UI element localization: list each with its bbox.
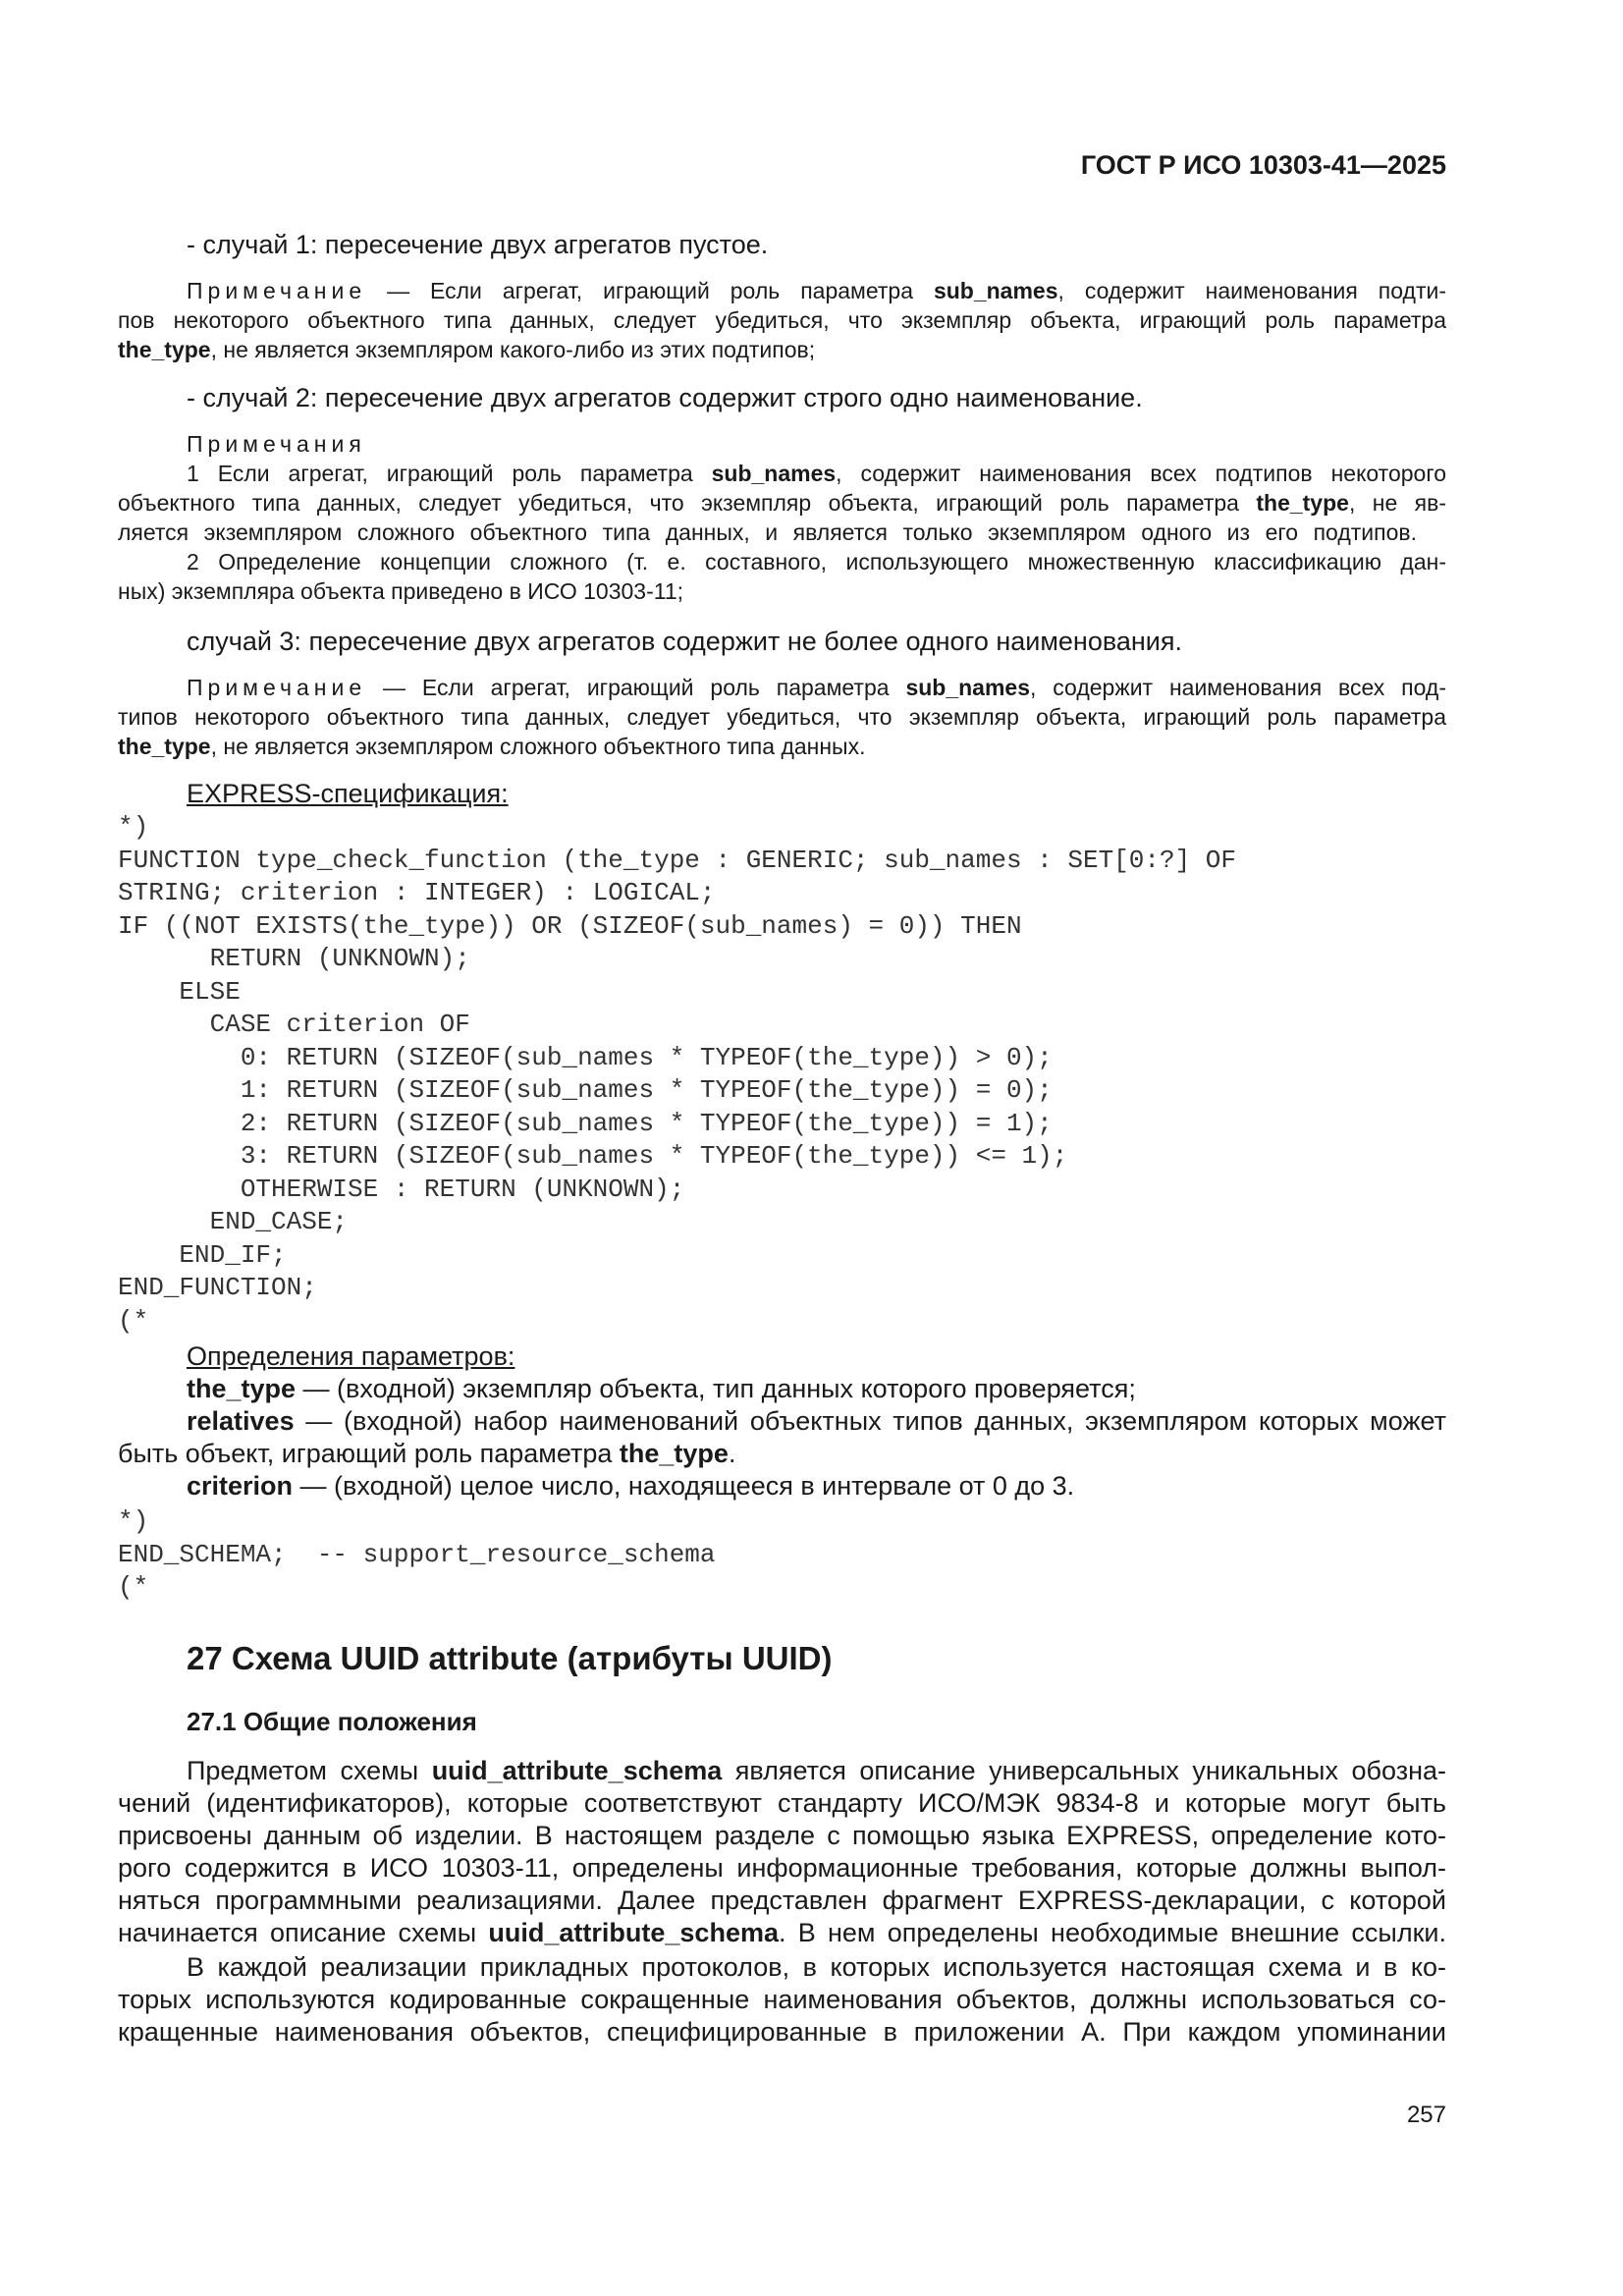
para-1-line-6: начинается описание схемы uuid_attribute_schema. В нем определены необходимые внешние ссылки. xyxy=(118,1918,1446,1947)
code-line: END_SCHEMA; -- support_resource_schema xyxy=(118,1539,716,1569)
code-line: STRING; criterion : INTEGER) : LOGICAL; xyxy=(118,878,716,907)
para-1-line-2: чений (идентификаторов), которые соответствуют стандарту ИСО/МЭК 9834-8 и которые могут быть xyxy=(118,1788,1446,1818)
express-spec-heading: EXPRESS-спецификация: xyxy=(187,779,509,808)
note-3-line-3: the_type, не является экземпляром сложного объектного типа данных. xyxy=(118,734,866,759)
notes-2-line-2: объектного типа данных, следует убедиться, что экземпляр объекта, играющий роль параметра the_type, не яв- xyxy=(118,490,1446,516)
notes-2-line-5: ных) экземпляра объекта приведено в ИСО 10303-11; xyxy=(118,578,684,604)
code-line: 2: RETURN (SIZEOF(sub_names * TYPEOF(the_type)) = 1); xyxy=(118,1108,1053,1138)
code-line: RETURN (UNKNOWN); xyxy=(118,944,470,973)
para-2-line-1: В каждой реализации прикладных протоколов, в которых используется настоящая схема и в ко- xyxy=(187,1952,1446,1982)
para-2-line-3: кращенные наименования объектов, специфицированные в приложении А. При каждом упоминании xyxy=(118,2017,1446,2047)
para-2-line-2: торых используются кодированные сокращенные наименования объектов, должны использоваться со- xyxy=(118,1985,1446,2014)
code-line: 0: RETURN (SIZEOF(sub_names * TYPEOF(the_type)) > 0); xyxy=(118,1042,1053,1072)
code-line: IF ((NOT EXISTS(the_type)) OR (SIZEOF(sub_names) = 0)) THEN xyxy=(118,910,1022,941)
notes-2-line-3: ляется экземпляром сложного объектного типа данных, и является только экземпляром одного из его подтипов. xyxy=(118,519,1417,545)
section-title: 27 Схема UUID attribute (атрибуты UUID) xyxy=(187,1640,833,1676)
page-number: 257 xyxy=(1406,2102,1446,2128)
para-1-line-3: присвоены данным об изделии. В настоящем разделе с помощью языка EXPRESS, определение кото- xyxy=(118,1821,1446,1850)
case-3-text: случай 3: пересечение двух агрегатов содержит не более одного наименования. xyxy=(187,627,1183,656)
code-line: END_IF; xyxy=(118,1239,287,1270)
param-the-type: the_type — (входной) экземпляр объекта, тип данных которого проверяется; xyxy=(187,1374,1136,1403)
param-relatives: relatives — (входной) набор наименований объектных типов данных, экземпляром которых может xyxy=(187,1406,1446,1436)
code-line: CASE criterion OF xyxy=(118,1010,470,1039)
note-label: Примечание xyxy=(187,675,367,700)
param-criterion: criterion — (входной) целое число, находящееся в интервале от 0 до 3. xyxy=(187,1471,1075,1501)
code-line: END_CASE; xyxy=(118,1207,349,1236)
case-1-text: - случай 1: пересечение двух агрегатов пустое. xyxy=(187,230,769,259)
code-line: END_FUNCTION; xyxy=(118,1273,317,1302)
code-line: 1: RETURN (SIZEOF(sub_names * TYPEOF(the_type)) = 0); xyxy=(118,1075,1053,1105)
code-line: (* xyxy=(118,1572,149,1602)
param-relatives-cont: быть объект, играющий роль параметра the_type. xyxy=(118,1439,736,1468)
code-line: (* xyxy=(118,1305,149,1336)
code-line: FUNCTION type_check_function (the_type : GENERIC; sub_names : SET[0:?] OF xyxy=(118,845,1236,875)
code-line: *) xyxy=(118,812,149,842)
code-line: *) xyxy=(118,1506,149,1536)
note-3-line-2: типов некоторого объектного типа данных, следует убедиться, что экземпляр объекта, играющий роль параметра xyxy=(118,704,1446,730)
document-header xyxy=(1081,150,1446,181)
notes-2-line-4: 2 Определение концепции сложного (т. е. составного, использующего множественную классификацию дан- xyxy=(187,549,1446,574)
note-1-line-3: the_type, не является экземпляром какого-либо из этих подтипов; xyxy=(118,337,816,362)
express-code-block xyxy=(118,811,1236,1338)
params-heading: Определения параметров: xyxy=(187,1341,515,1371)
code-line: ELSE xyxy=(118,976,241,1007)
para-1-line-5: няться программными реализациями. Далее представлен фрагмент EXPRESS-декларации, с которой xyxy=(118,1886,1446,1915)
notes-2-line-1: 1 Если агрегат, играющий роль параметра sub_names, содержит наименования всех подтипов некоторого xyxy=(187,461,1447,486)
subsection-title: 27.1 Общие положения xyxy=(187,1707,477,1736)
express-code-end-schema xyxy=(118,1505,716,1605)
para-1-line-4: рого содержится в ИСО 10303-11, определены информационные требования, которые должны выпол- xyxy=(118,1853,1446,1883)
notes-label: Примечания xyxy=(187,431,366,457)
note-3-line-1: Примечание — Если агрегат, играющий роль параметра sub_names, содержит наименования всех под- xyxy=(187,675,1446,700)
standard-number: ГОСТ Р ИСО 10303-41—2025 xyxy=(1080,150,1446,180)
note-label: Примечание xyxy=(187,278,367,303)
para-1-line-1: Предметом схемы uuid_attribute_schema является описание универсальных уникальных обозна- xyxy=(187,1756,1446,1785)
code-line: 3: RETURN (SIZEOF(sub_names * TYPEOF(the_type)) <= 1); xyxy=(118,1141,1068,1171)
case-2-text: - случай 2: пересечение двух агрегатов содержит строго одно наименование. xyxy=(187,383,1143,412)
note-1-line-2: пов некоторого объектного типа данных, следует убедиться, что экземпляр объекта, играющий роль параметра xyxy=(118,307,1446,333)
code-line: OTHERWISE : RETURN (UNKNOWN); xyxy=(118,1174,685,1204)
note-1-line-1: Примечание — Если агрегат, играющий роль параметра sub_names, содержит наименования подти- xyxy=(187,278,1446,303)
